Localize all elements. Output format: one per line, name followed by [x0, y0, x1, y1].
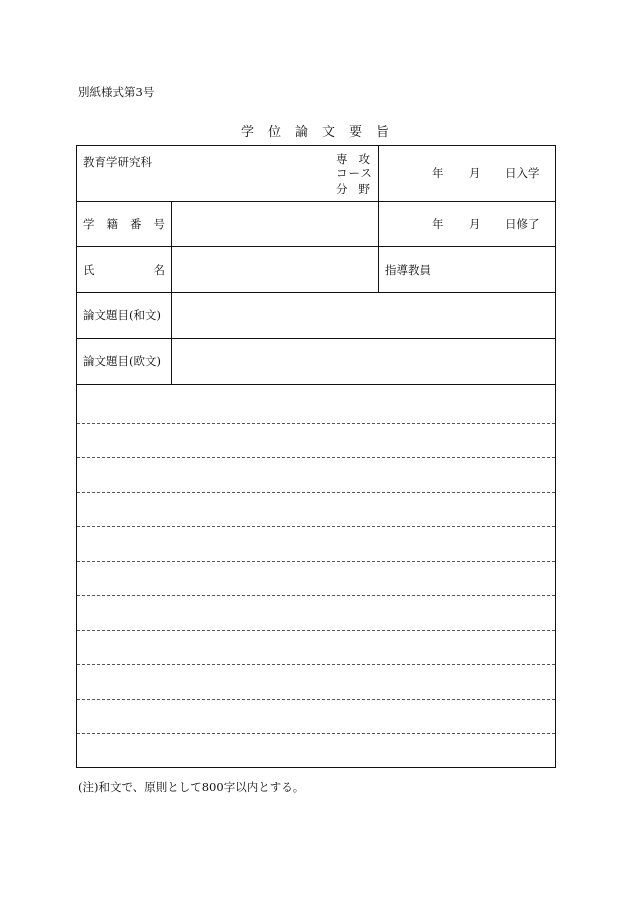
- enroll-month-label: 月: [469, 166, 481, 180]
- student-number-char: 号: [153, 217, 165, 231]
- title-char: 位: [267, 125, 281, 140]
- column-divider: [378, 146, 379, 292]
- field-char: 分: [336, 182, 348, 196]
- student-number-char: 学: [83, 217, 95, 231]
- advisor-label: 指導教員: [385, 263, 431, 277]
- row-divider: [77, 292, 555, 293]
- enroll-year-label: 年: [432, 166, 444, 180]
- title-char: 旨: [376, 125, 390, 140]
- form-number-label: 別紙様式第3号: [78, 85, 155, 99]
- summary-line: [77, 699, 555, 700]
- row-divider: [77, 384, 555, 385]
- summary-line: [77, 492, 555, 493]
- student-number-label: [83, 219, 165, 231]
- summary-line: [77, 664, 555, 665]
- title-char: 論: [294, 125, 308, 140]
- summary-line: [77, 630, 555, 631]
- column-divider: [171, 201, 172, 384]
- complete-day-label: 日修了: [505, 217, 540, 231]
- field-char: 野: [358, 182, 370, 196]
- thesis-title-japanese-label: 論文題目(和文): [83, 308, 161, 322]
- summary-line: [77, 561, 555, 562]
- name-char: 氏: [83, 263, 95, 277]
- title-char: 学: [240, 125, 254, 140]
- course-label: コース: [336, 166, 373, 180]
- complete-month-label: 月: [469, 217, 481, 231]
- name-label: [83, 265, 165, 277]
- summary-line: [77, 457, 555, 458]
- summary-line: [77, 595, 555, 596]
- thesis-title-english-label: 論文題目(欧文): [83, 354, 161, 368]
- row-divider: [77, 338, 555, 339]
- name-char: 名: [153, 263, 165, 277]
- document-title: [0, 121, 630, 140]
- summary-line: [77, 423, 555, 424]
- title-char: 文: [322, 125, 336, 140]
- student-number-char: 番: [130, 217, 142, 231]
- major-label: [336, 154, 370, 166]
- footnote: (注)和文で、原則として800字以内とする。: [78, 780, 305, 794]
- major-char: 専: [336, 152, 348, 166]
- complete-year-label: 年: [432, 217, 444, 231]
- major-char: 攻: [358, 152, 370, 166]
- row-divider: [77, 246, 555, 247]
- row-divider: [77, 201, 555, 202]
- student-number-char: 籍: [106, 217, 118, 231]
- thesis-summary-form: [76, 145, 556, 768]
- summary-line: [77, 526, 555, 527]
- graduate-school-label: 教育学研究科: [83, 155, 152, 169]
- field-label: [336, 184, 370, 196]
- summary-line: [77, 733, 555, 734]
- enroll-day-label: 日入学: [505, 166, 540, 180]
- title-char: 要: [349, 125, 363, 140]
